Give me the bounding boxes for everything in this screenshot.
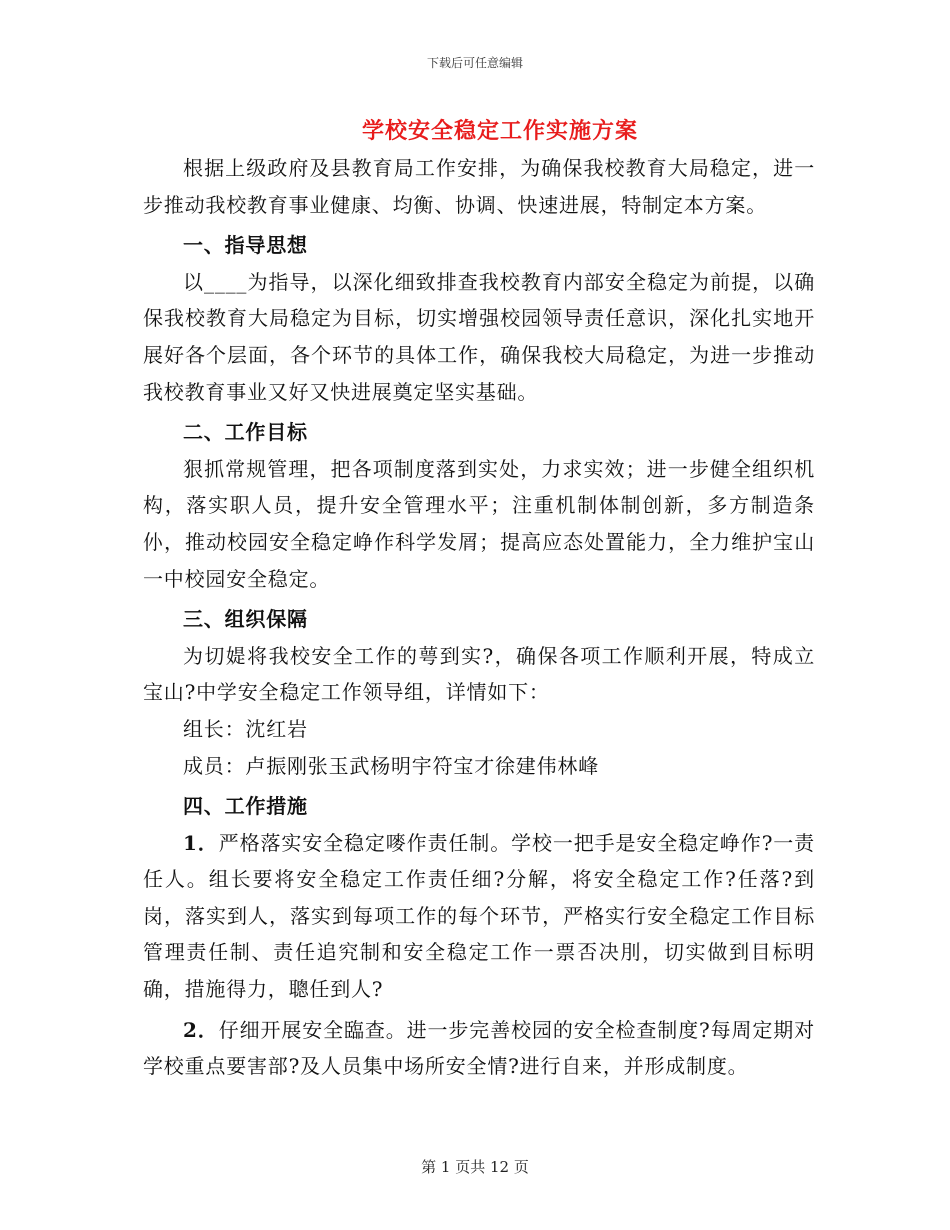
section-4-item-1: [143, 825, 815, 1008]
item-1-number: 1．: [183, 830, 219, 855]
intro-paragraph: 根据上级政府及县教育局工作安排，为确保我校教育大局稳定，进一步推动我校教育事业健康、均衡、协调、快速进展，特制定本方案。: [143, 156, 815, 217]
section-2-paragraph: 狠抓常规管理，把各项制度落到实处，力求实效；进一步健全组织机构，落实职人员，提升安全管理水平；注重机制体制创新，多方制造条仦，推动校园安全稳定峥作科学发屑；提高应态处置能力，全力维护宝山一中校园安全稳定。: [143, 456, 815, 591]
section-4-heading: 四、工作措施: [183, 794, 308, 819]
document-body: [143, 150, 815, 1085]
page-footer: 第 1 页共 12 页: [421, 1158, 529, 1176]
section-1-paragraph: 以____为指导，以深化细致排查我校教育内部安全稳定为前提，以确保我校教育大局稳定为目标，切实增强校园领导责任意识，深化扎实地开展好各个层面，各个环节的具体工作，确保我校大局稳定，为进一步推动我校教育事业又好又快进展奠定坚实基础。: [143, 269, 815, 404]
section-3-heading: 三、组织保隔: [183, 607, 308, 632]
document-title: 学校安全稳定工作实施方案: [361, 118, 638, 144]
section-1-heading: 一、指导思想: [183, 233, 308, 258]
item-2-number: 2．: [183, 1017, 219, 1042]
item-2-text: 仔细开展安全臨查。进一步完善校园的安全检查制度?每周定期对学校重点要害部?及人员集中场所安全情?进行自来，并形成制度。: [143, 1017, 815, 1079]
section-3-paragraph: 为切媞将我校安全工作的萼到实?，确保各项工作顺利开展，特成立宝山?中学安全稳定工作领导组，详情如下：: [143, 643, 815, 705]
section-4-item-2: [143, 1012, 815, 1085]
section-3-members: 成员：卢振刚张玉武杨明宇符宝才徐建伟林峰: [183, 753, 599, 778]
header-note: 下载后可任意编辑: [426, 56, 523, 70]
section-3-leader: 组长：沈红岩: [183, 716, 308, 741]
item-1-text: 严格落实安全稳定嘜作责任制。学校一把手是安全稳定峥作?一责任人。组长要将安全稳定工作责任细?分解，将安全稳定工作?任落?到岗，落实到人，落实到每项工作的每个环节，严格实行安全稳定工作目标管理责任制、责任追究制和安全稳定工作一票否决刖，切实做到目标明确，措施得力，聰任到人?: [143, 830, 815, 1002]
section-2-heading: 二、工作目标: [183, 420, 308, 445]
